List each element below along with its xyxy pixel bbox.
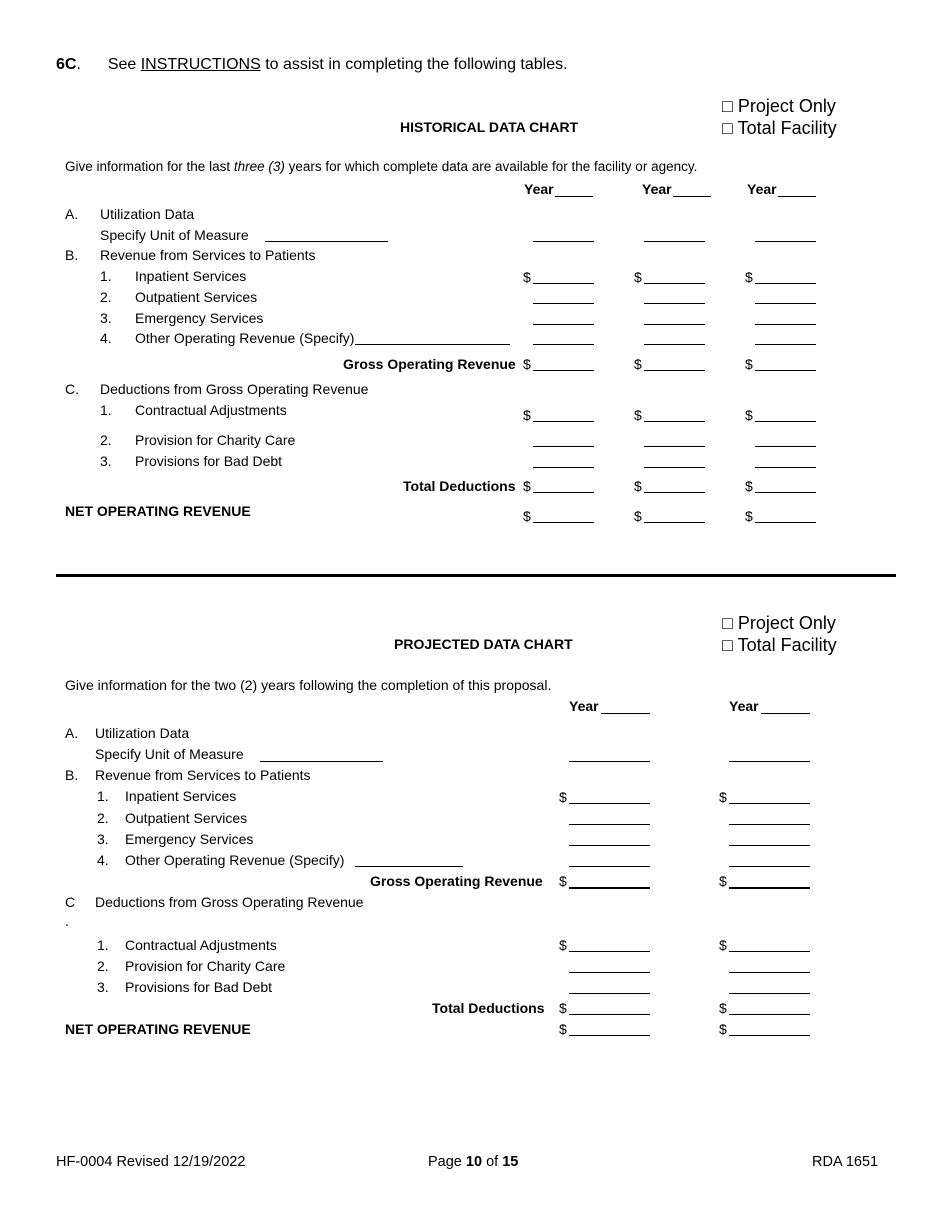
hist-dollar-sign: $: [523, 478, 531, 494]
historical-intro: Give information for the last three (3) years for which complete data are available for the facility or agency.: [65, 159, 698, 174]
projected-title: PROJECTED DATA CHART: [394, 636, 573, 652]
proj-net-label: NET OPERATING REVENUE: [65, 1021, 251, 1037]
proj-outpatient-year1-field[interactable]: [569, 824, 650, 825]
hist-deductions-label: Deductions from Gross Operating Revenue: [100, 381, 369, 397]
hist-dollar-sign: $: [745, 356, 753, 372]
hist-utilization-year3-field[interactable]: [755, 241, 816, 242]
hist-dollar-sign: $: [745, 269, 753, 285]
hist-contractual-year2-field[interactable]: [644, 421, 705, 422]
proj-baddebt-label: Provisions for Bad Debt: [125, 979, 273, 995]
form-number: HF-0004 Revised 12/19/2022: [56, 1154, 246, 1170]
hist-emergency-year3-field[interactable]: [755, 324, 816, 325]
proj-net-year2-field[interactable]: [729, 1035, 810, 1036]
proj-inpatient-label: Inpatient Services: [125, 788, 237, 804]
hist-year-3: Year: [747, 181, 777, 197]
proj-dollar-sign: $: [559, 789, 567, 805]
proj-total-year2-field[interactable]: [729, 1014, 810, 1015]
proj-charity-year1-field[interactable]: [569, 972, 650, 973]
hist-dollar-sign: $: [523, 508, 531, 524]
page-indicator: Page 10 of 15: [428, 1154, 519, 1170]
hist-inpatient-label: Inpatient Services: [135, 268, 247, 284]
hist-charity-year2-field[interactable]: [644, 446, 705, 447]
proj-charity-year2-field[interactable]: [729, 972, 810, 973]
hist-dollar-sign: $: [745, 478, 753, 494]
proj-outpatient-label: Outpatient Services: [125, 810, 248, 826]
proj-revenue-label: Revenue from Services to Patients: [95, 767, 311, 783]
proj-utilization-label: Utilization Data: [95, 725, 190, 741]
hist-gross-year2-field[interactable]: [644, 370, 705, 371]
proj-gross-year1-field[interactable]: [569, 887, 650, 889]
section-heading: 6C. See INSTRUCTIONS to assist in completing the following tables.: [56, 56, 568, 73]
hist-charity-label: Provision for Charity Care: [135, 432, 296, 448]
hist-contractual-year3-field[interactable]: [755, 421, 816, 422]
hist-net-year2-field[interactable]: [644, 522, 705, 523]
proj-gross-year2-field[interactable]: [729, 887, 810, 889]
hist-other-year1-field[interactable]: [533, 344, 594, 345]
hist-charity-year3-field[interactable]: [755, 446, 816, 447]
hist-other-specify-field[interactable]: [355, 344, 510, 345]
hist-emergency-year2-field[interactable]: [644, 324, 705, 325]
proj-dollar-sign: $: [559, 873, 567, 889]
historical-title: HISTORICAL DATA CHART: [400, 119, 579, 135]
hist-outpatient-year3-field[interactable]: [755, 303, 816, 304]
hist-charity-year1-field[interactable]: [533, 446, 594, 447]
proj-dollar-sign: $: [719, 789, 727, 805]
rda-code: RDA 1651: [812, 1154, 879, 1170]
proj-emergency-label: Emergency Services: [125, 831, 254, 847]
proj-outpatient-year2-field[interactable]: [729, 824, 810, 825]
proj-other-year2-field[interactable]: [729, 866, 810, 867]
proj-emergency-year2-field[interactable]: [729, 845, 810, 846]
hist-dollar-sign: $: [745, 407, 753, 423]
hist-dollar-sign: $: [523, 356, 531, 372]
proj-inpatient-year1-field[interactable]: [569, 803, 650, 804]
hist-gross-year1-field[interactable]: [533, 370, 594, 371]
hist-other-year3-field[interactable]: [755, 344, 816, 345]
proj-unit-field[interactable]: [260, 761, 383, 762]
hist-outpatient-year1-field[interactable]: [533, 303, 594, 304]
hist-dollar-sign: $: [523, 269, 531, 285]
hist-net-year1-field[interactable]: [533, 522, 594, 523]
hist-baddebt-year1-field[interactable]: [533, 467, 594, 468]
hist-label-c: C.: [65, 381, 79, 397]
hist-gross-label: Gross Operating Revenue: [343, 356, 516, 372]
hist-dollar-sign: $: [634, 269, 642, 285]
hist-baddebt-label: Provisions for Bad Debt: [135, 453, 283, 469]
proj-label-b: B.: [65, 767, 79, 783]
hist-total-year3-field[interactable]: [755, 492, 816, 493]
proj-other-label: Other Operating Revenue (Specify): [125, 852, 345, 868]
hist-label-a: A.: [65, 206, 79, 222]
proj-other-specify-field[interactable]: [355, 866, 463, 867]
proj-dollar-sign: $: [559, 1000, 567, 1016]
hist-total-label: Total Deductions: [403, 478, 516, 494]
proj-label-c: C: [65, 894, 76, 910]
hist-year-2: Year: [642, 181, 672, 197]
hist-baddebt-year3-field[interactable]: [755, 467, 816, 468]
proj-contractual-year1-field[interactable]: [569, 951, 650, 952]
proj-total-label: Total Deductions: [432, 1000, 545, 1016]
hist-contractual-label: Contractual Adjustments: [135, 402, 287, 418]
hist-other-label: Other Operating Revenue (Specify): [135, 330, 355, 346]
hist-unit-field[interactable]: [265, 241, 388, 242]
hist-inpatient-year1-field[interactable]: [533, 283, 594, 284]
hist-contractual-year1-field[interactable]: [533, 421, 594, 422]
hist-dollar-sign: $: [634, 478, 642, 494]
checkbox-project-only-projected[interactable]: □ Project Only: [722, 613, 836, 633]
proj-total-year1-field[interactable]: [569, 1014, 650, 1015]
proj-dollar-sign: $: [719, 873, 727, 889]
hist-dollar-sign: $: [523, 407, 531, 423]
proj-dollar-sign: $: [559, 1021, 567, 1037]
proj-label-a: A.: [65, 725, 79, 741]
hist-year-1: Year: [524, 181, 554, 197]
hist-net-label: NET OPERATING REVENUE: [65, 503, 251, 519]
checkbox-project-only-historical[interactable]: □ Project Only: [722, 96, 836, 116]
proj-other-year1-field[interactable]: [569, 866, 650, 867]
proj-dollar-sign: $: [559, 937, 567, 953]
proj-unit-label: Specify Unit of Measure: [95, 746, 244, 762]
checkbox-total-facility-projected[interactable]: □ Total Facility: [722, 635, 837, 655]
proj-utilization-year1-field[interactable]: [569, 761, 650, 762]
proj-dollar-sign: $: [719, 937, 727, 953]
hist-label-b: B.: [65, 247, 79, 263]
hist-utilization-label: Utilization Data: [100, 206, 195, 222]
hist-utilization-year1-field[interactable]: [533, 241, 594, 242]
proj-inpatient-year2-field[interactable]: [729, 803, 810, 804]
hist-utilization-year2-field[interactable]: [644, 241, 705, 242]
proj-deductions-label: Deductions from Gross Operating Revenue: [95, 894, 364, 910]
instructions-link[interactable]: INSTRUCTIONS: [140, 56, 261, 73]
hist-gross-year3-field[interactable]: [755, 370, 816, 371]
hist-inpatient-year2-field[interactable]: [644, 283, 705, 284]
proj-utilization-year2-field[interactable]: [729, 761, 810, 762]
hist-revenue-label: Revenue from Services to Patients: [100, 247, 316, 263]
projected-intro: Give information for the two (2) years following the completion of this proposal.: [65, 677, 552, 693]
hist-dollar-sign: $: [634, 508, 642, 524]
hist-total-year1-field[interactable]: [533, 492, 594, 493]
hist-dollar-sign: $: [634, 407, 642, 423]
hist-net-year3-field[interactable]: [755, 522, 816, 523]
proj-baddebt-year1-field[interactable]: [569, 993, 650, 994]
proj-net-year1-field[interactable]: [569, 1035, 650, 1036]
hist-unit-label: Specify Unit of Measure: [100, 227, 249, 243]
hist-dollar-sign: $: [745, 508, 753, 524]
section-divider: [56, 574, 896, 577]
proj-dollar-sign: $: [719, 1000, 727, 1016]
section-number: 6C: [56, 56, 77, 73]
hist-inpatient-year3-field[interactable]: [755, 283, 816, 284]
proj-year-2: Year: [729, 698, 759, 714]
proj-emergency-year1-field[interactable]: [569, 845, 650, 846]
proj-year-1: Year: [569, 698, 599, 714]
proj-dollar-sign: $: [719, 1021, 727, 1037]
proj-contractual-year2-field[interactable]: [729, 951, 810, 952]
hist-dollar-sign: $: [634, 356, 642, 372]
hist-total-year2-field[interactable]: [644, 492, 705, 493]
hist-outpatient-year2-field[interactable]: [644, 303, 705, 304]
hist-emergency-label: Emergency Services: [135, 310, 264, 326]
proj-contractual-label: Contractual Adjustments: [125, 937, 277, 953]
checkbox-total-facility-historical[interactable]: □ Total Facility: [722, 118, 837, 138]
hist-emergency-year1-field[interactable]: [533, 324, 594, 325]
hist-baddebt-year2-field[interactable]: [644, 467, 705, 468]
hist-other-year2-field[interactable]: [644, 344, 705, 345]
proj-gross-label: Gross Operating Revenue: [370, 873, 543, 889]
proj-baddebt-year2-field[interactable]: [729, 993, 810, 994]
hist-outpatient-label: Outpatient Services: [135, 289, 258, 305]
proj-charity-label: Provision for Charity Care: [125, 958, 286, 974]
